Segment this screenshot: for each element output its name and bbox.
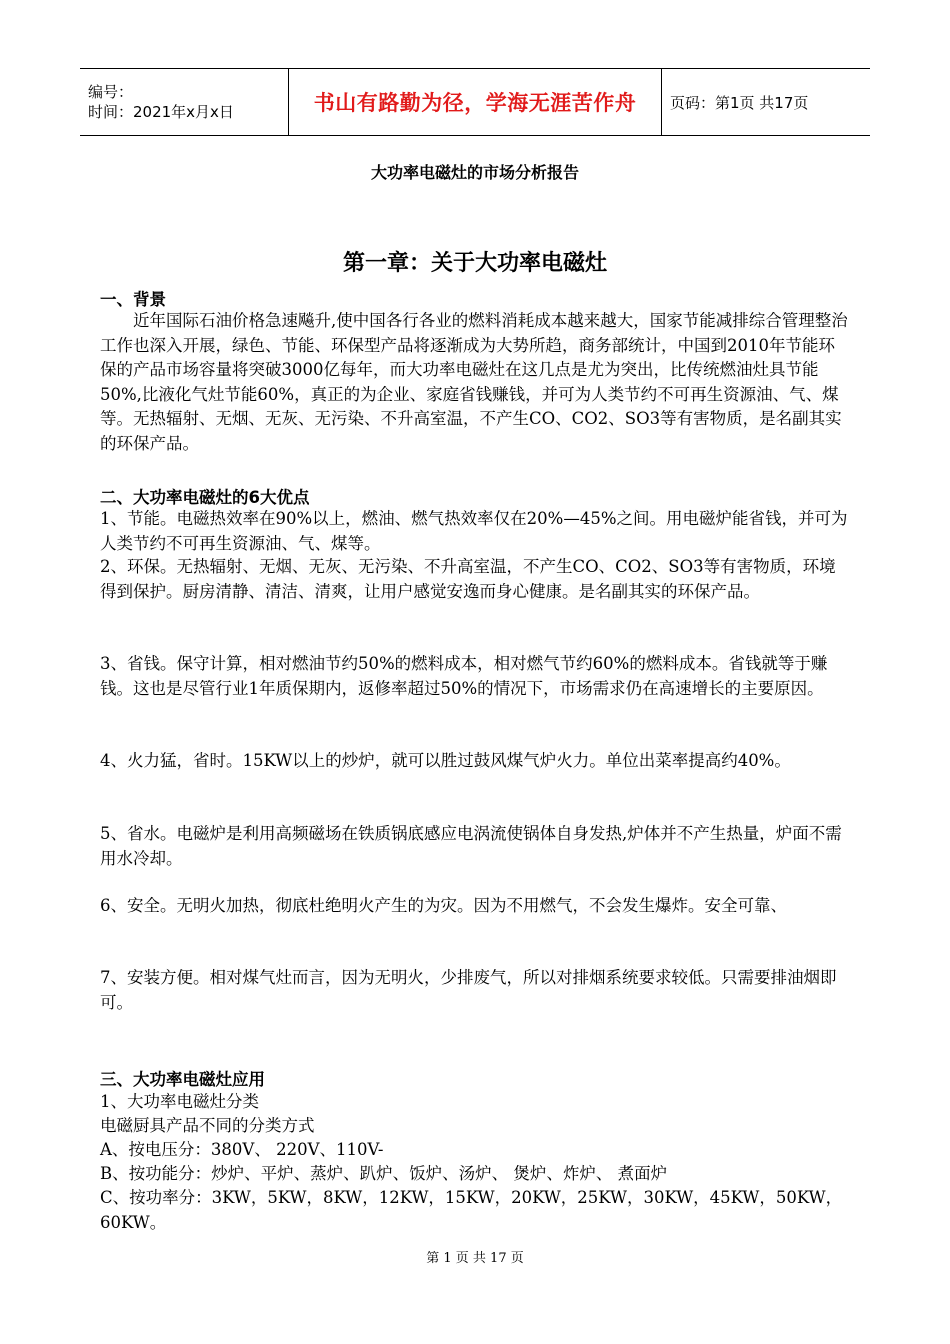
report-title: 大功率电磁灶的市场分析报告 [370,163,579,182]
application-item-1: 1、大功率电磁灶分类 [100,1092,259,1111]
page-info: 页码：第1页 共17页 [670,93,809,112]
application-item-a: A、按电压分：380V、 220V、110V- [100,1140,384,1159]
motto-text: 书山有路勤为径，学海无涯苦作舟 [313,91,637,115]
advantage-5: 5、省水。电磁炉是利用高频磁场在铁质锅底感应电涡流使锅体自身发热,炉体并不产生热量，炉面不需用水冷却。 [100,824,842,868]
application-item-c: C、按功率分：3KW，5KW，8KW，12KW，15KW，20KW，25KW，30KW，45KW，50KW，60KW。 [100,1188,843,1232]
header-meta-cell [80,69,289,136]
advantage-4: 4、火力猛，省时。15KW以上的炒炉，就可以胜过鼓风煤气炉火力。单位出菜率提高约40%。 [100,751,791,770]
application-heading: 三、大功率电磁灶应用 [100,1070,265,1089]
page-footer: 第 1 页 共 17 页 [426,1251,524,1266]
application-item-2: 电磁厨具产品不同的分类方式 [100,1116,315,1135]
header-table [80,68,870,136]
background-heading: 一、背景 [100,290,166,309]
document-number-label: 编号： [88,83,134,101]
background-paragraph: 近年国际石油价格急速飚升,使中国各行各业的燃料消耗成本越来越大，国家节能减排综合管理整治工作也深入开展，绿色、节能、环保型产品将逐渐成为大势所趋，商务部统计，中国到2010年节能环保的产品市场容量将突破3000亿每年，而大功率电磁灶在这几点是尤为突出，比传统燃油灶具节能50%,比液化气灶节能60%，真正的为企业、家庭省钱赚钱，并可为人类节约不可再生资源油、气、煤等。无热辐射、无烟、无灰、无污染、不升高室温，不产生CO、CO2、SO3等有害物质，是名副其实的环保产品。 [100,311,848,453]
advantage-3: 3、省钱。保守计算，相对燃油节约50%的燃料成本，相对燃气节约60%的燃料成本。省钱就等于赚钱。这也是尽管行业1年质保期内，返修率超过50%的情况下，市场需求仍在高速增长的主要原因。 [100,654,828,698]
chapter-title: 第一章：关于大功率电磁灶 [342,251,607,276]
advantage-2: 2、环保。无热辐射、无烟、无灰、无污染、不升高室温，不产生CO、CO2、SO3等有害物质，环境得到保护。厨房清静、清洁、清爽，让用户感觉安逸而身心健康。是名副其实的环保产品。 [100,557,836,601]
header-motto-cell [289,69,662,136]
application-item-b: B、按功能分：炒炉、平炉、蒸炉、趴炉、饭炉、汤炉、 煲炉、炸炉、 煮面炉 [100,1164,668,1183]
document-time-label: 时间：2021年x月x日 [88,103,234,121]
header-page-cell [662,69,871,136]
advantage-1: 1、节能。电磁热效率在90%以上，燃油、燃气热效率仅在20%—45%之间。用电磁炉能省钱，并可为人类节约不可再生资源油、气、煤等。 [100,509,848,553]
advantages-heading: 二、大功率电磁灶的6大优点 [100,488,310,507]
advantage-7: 7、安装方便。相对煤气灶而言，因为无明火，少排废气，所以对排烟系统要求较低。只需要排油烟即可。 [100,968,837,1012]
advantage-6: 6、安全。无明火加热，彻底杜绝明火产生的为灾。因为不用燃气，不会发生爆炸。安全可靠、 [100,896,787,915]
